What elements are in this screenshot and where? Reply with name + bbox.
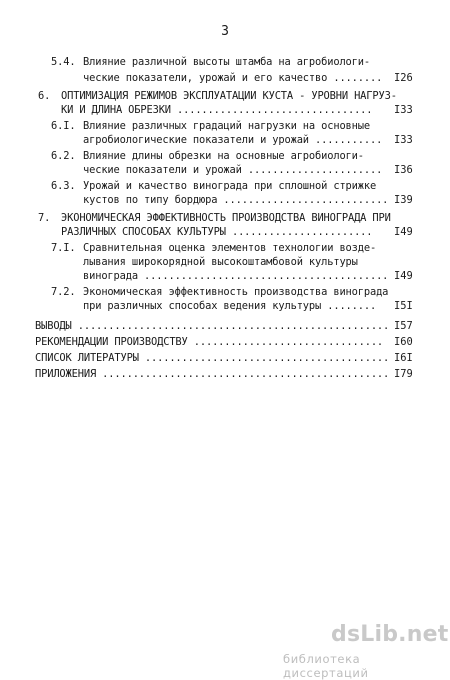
toc-entry-number: 5.4.	[51, 56, 76, 68]
toc-entry-text-line: Влияние длины обрезки на основные агробиологи-	[83, 150, 364, 162]
toc-entry-text-line: РЕКОМЕНДАЦИИ ПРОИЗВОДСТВУ ...............................	[35, 336, 384, 348]
toc-entry-page: I33	[394, 134, 413, 146]
toc-entry-number: 6.	[38, 90, 51, 102]
toc-entry-text-line: Урожай и качество винограда при сплошной стрижке	[83, 180, 377, 192]
toc-entry-text-line: ческие показатели, урожай и его качество ........	[83, 72, 383, 84]
toc-entry-page: I36	[394, 164, 413, 176]
toc-entry-page: I6I	[394, 352, 413, 364]
toc-entry-number: 6.2.	[51, 150, 76, 162]
toc-entry-text-line: кустов по типу бордюра ...........................	[83, 194, 389, 206]
toc-entry-text-line: ЭКОНОМИЧЕСКАЯ ЭФФЕКТИВНОСТЬ ПРОИЗВОДСТВА ВИНОГРАДА ПРИ	[61, 212, 391, 224]
toc-entry-text-line: винограда ........................................	[83, 270, 389, 282]
toc-entry-page: I79	[394, 368, 413, 380]
toc-entry-page: I33	[394, 104, 413, 116]
toc-entry-page: I60	[394, 336, 413, 348]
watermark-brand: dsLib.net	[331, 622, 449, 647]
toc-entry-text-line: КИ И ДЛИНА ОБРЕЗКИ ................................	[61, 104, 373, 116]
toc-entry-text-line: лывания широкорядной высокоштамбовой культуры	[83, 256, 358, 268]
toc-entry-text-line: ОПТИМИЗАЦИЯ РЕЖИМОВ ЭКСПЛУАТАЦИИ КУСТА - УРОВНИ НАГРУЗ-	[61, 90, 397, 102]
toc-entry-text-line: ПРИЛОЖЕНИЯ ...............................................	[35, 368, 390, 380]
toc-entry-number: 6.3.	[51, 180, 76, 192]
toc-entry-text-line: агробиологические показатели и урожай ...........	[83, 134, 383, 146]
toc-entry-page: I5I	[394, 300, 413, 312]
toc-entry-text-line: ческие показатели и урожай ......................	[83, 164, 383, 176]
toc-entry-text-line: РАЗЛИЧНЫХ СПОСОБАХ КУЛЬТУРЫ .......................	[61, 226, 373, 238]
toc-entry-page: I49	[394, 226, 413, 238]
toc-entry-number: 6.I.	[51, 120, 76, 132]
toc-entry-page: I39	[394, 194, 413, 206]
toc-entry-text-line: Сравнительная оценка элементов технологии возде-	[83, 242, 377, 254]
toc-entry-page: I57	[394, 320, 413, 332]
watermark-subtitle: библиотека диссертаций	[283, 652, 369, 680]
toc-entry-number: 7.2.	[51, 286, 76, 298]
toc-entry-number: 7.I.	[51, 242, 76, 254]
toc-entry-text-line: при различных способах ведения культуры ........	[83, 300, 377, 312]
toc-entry-text-line: Влияние различных градаций нагрузки на основные	[83, 120, 370, 132]
toc-entry-text-line: СПИСОК ЛИТЕРАТУРЫ ........................................	[35, 352, 390, 364]
page-number: 3	[221, 24, 229, 39]
toc-entry-page: I26	[394, 72, 413, 84]
toc-entry-text-line: ВЫВОДЫ ...................................................	[35, 320, 390, 332]
toc-entry-number: 7.	[38, 212, 51, 224]
toc-entry-text-line: Влияние различной высоты штамба на агробиологи-	[83, 56, 370, 68]
toc-entry-page: I49	[394, 270, 413, 282]
toc-entry-text-line: Экономическая эффективность производства винограда	[83, 286, 389, 298]
